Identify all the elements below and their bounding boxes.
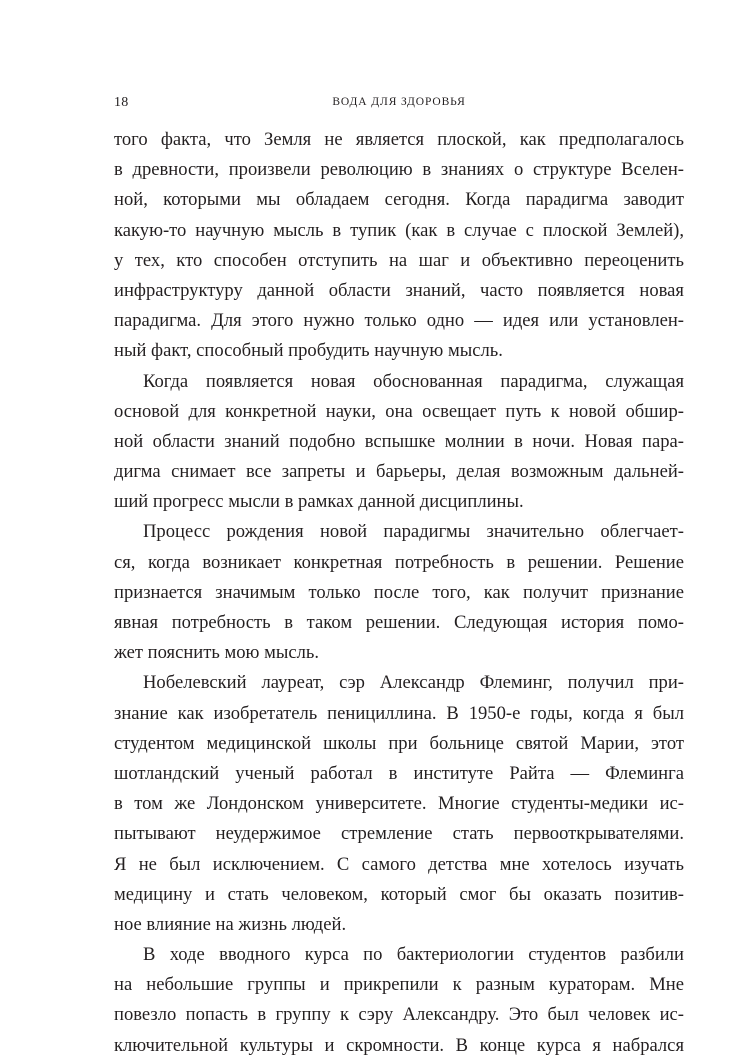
text-line: пытывают неудержимое стремление стать первооткрывателями.: [114, 823, 684, 845]
text-line: Процесс рождения новой парадигмы значительно облегчает-: [143, 521, 684, 543]
book-title: ВОДА ДЛЯ ЗДОРОВЬЯ: [332, 96, 466, 108]
paragraph: [114, 367, 684, 518]
running-head: [114, 95, 684, 115]
text-line: знание как изобретатель пенициллина. В 1950-е годы, когда я был: [114, 702, 684, 724]
text-line: ключительной культуры и скромности. В конце курса я набрался: [114, 1034, 684, 1056]
text-line: Нобелевский лауреат, сэр Александр Флеминг, получил при-: [143, 672, 684, 694]
text-line: ное влияние на жизнь людей.: [114, 913, 347, 935]
text-line: жет пояснить мою мысль.: [114, 642, 320, 664]
text-line: парадигма. Для этого нужно только одно — идея или установлен-: [114, 310, 684, 332]
body-text: [114, 125, 684, 1061]
text-line: явная потребность в таком решении. Следующая история помо-: [114, 612, 684, 633]
text-line: шотландский ученый работал в институте Райта — Флеминга: [114, 762, 684, 784]
text-line: ной области знаний подобно вспышке молнии в ночи. Новая пара-: [114, 430, 684, 452]
text-line: признается значимым только после того, как получит признание: [114, 581, 684, 603]
paragraph: [114, 517, 684, 668]
text-line: ший прогресс мысли в рамках данной дисциплины.: [114, 491, 524, 513]
text-line: на небольшие группы и прикрепили к разным кураторам. Мне: [114, 974, 684, 996]
text-line: повезло попасть в группу к сэру Александру. Это был человек ис-: [114, 1004, 684, 1026]
text-line: инфраструктуру данной области знаний, часто появляется новая: [114, 279, 684, 301]
text-line: студентом медицинской школы при больнице святой Марии, этот: [114, 732, 684, 754]
text-line: того факта, что Земля не является плоской, как предполагалось: [114, 129, 684, 150]
text-line: дигма снимает все запреты и барьеры, делая возможным дальней-: [114, 461, 684, 483]
text-line: основой для конкретной науки, она освещает путь к новой обшир-: [114, 400, 684, 422]
text-line: В ходе вводного курса по бактериологии студентов разбили: [143, 944, 684, 966]
text-line: у тех, кто способен отступить на шаг и объективно переоценить: [114, 249, 684, 271]
paragraph: [114, 940, 684, 1061]
paragraph: [114, 668, 684, 940]
page-number: 18: [114, 95, 129, 110]
text-line: ный факт, способный пробудить научную мысль.: [114, 340, 503, 362]
text-line: в древности, произвели революцию в знаниях о структуре Вселен-: [114, 159, 684, 181]
text-line: Я не был исключением. С самого детства мне хотелось изучать: [114, 853, 684, 875]
text-line: ся, когда возникает конкретная потребность в решении. Решение: [114, 551, 684, 573]
text-line: Когда появляется новая обоснованная парадигма, служащая: [143, 370, 684, 392]
text-line: в том же Лондонском университете. Многие студенты-медики ис-: [114, 793, 684, 815]
paragraph: [114, 125, 684, 367]
text-line: медицину и стать человеком, который смог бы оказать позитив-: [114, 883, 684, 905]
text-line: какую-то научную мысль в тупик (как в случае с плоской Землей),: [114, 219, 684, 241]
text-line: ной, которыми мы обладаем сегодня. Когда парадигма заводит: [114, 189, 684, 211]
